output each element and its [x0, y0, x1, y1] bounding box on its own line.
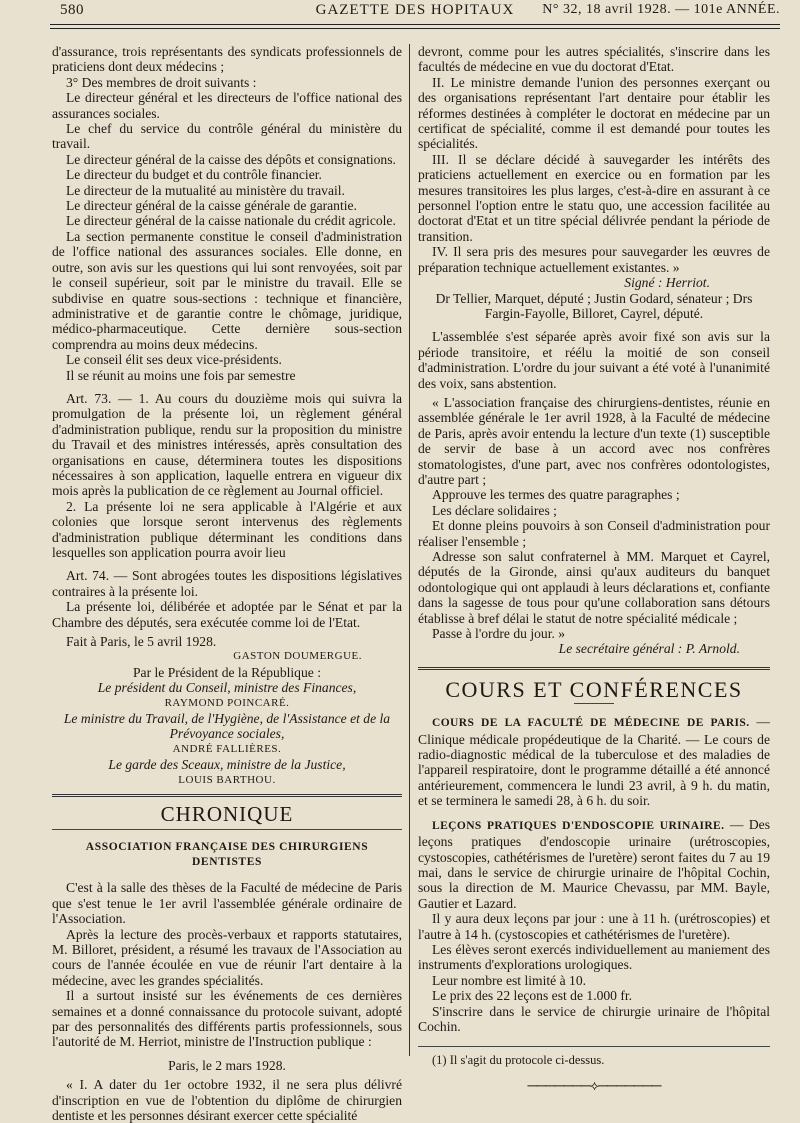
paragraph: Le directeur général et les directeurs de l'office national des assurances sociales. — [52, 90, 402, 121]
paragraph: III. Il se déclare décidé à sauvegarder les intérêts des praticiens actuellement en exercice ou en formation par les mesures transitoires les plus larges, c'est-à-dire en assurant à ce personnel l'option entre le statu quo, une accession facilitée au doctorat d'Etat et un titre spécial délivrée pendant la période de transition. — [418, 151, 770, 244]
article-73: Art. 73. — 1. Au cours du douzième mois qui suivra la promulgation de la présente loi, un règlement général d'administration publique, rendu sur la proposition du ministre du Travail et des ministres intéressés, après consultation des organisations en cause, déterminera toutes les dispositions nécessaires à son application, laquelle entrera en vigueur dix mois après la publication de ce règlement au Journal officiel. — [52, 390, 402, 499]
paragraph: C'est à la salle des thèses de la Faculté de médecine de Paris que s'est tenue le 1er avril l'assemblée générale ordinaire de l'Association. — [52, 880, 402, 927]
header-rule — [50, 24, 780, 25]
journal-title: GAZETTE DES HOPITAUX — [315, 2, 515, 18]
paragraph: Passe à l'ordre du jour. » — [432, 626, 566, 642]
paragraph: devront, comme pour les autres spécialités, s'inscrire dans les facultés de médecine en vue du doctorat d'Etat. — [418, 44, 770, 75]
signature-title: Le ministre du Travail, de l'Hygiène, de l'Assistance et de la Prévoyance sociales, — [63, 711, 391, 742]
paragraph: Approuve les termes des quatre paragraphes ; — [432, 487, 680, 503]
paragraph: Le directeur général de la caisse générale de garantie. — [66, 198, 357, 214]
paragraph: Le prix des 22 leçons est de 1.000 fr. — [432, 988, 633, 1004]
paragraph: IV. Il sera pris des mesures pour sauvegarder les œuvres de préparation technique actuellement existantes. » — [418, 244, 770, 275]
signature: Le secrétaire général : P. Arnold. — [558, 641, 740, 657]
paragraph: S'inscrire dans le service de chirurgie urinaire de l'hôpital Cochin. — [418, 1003, 770, 1034]
paragraph: « L'association française des chirurgiens-dentistes, réunie en assemblée générale le 1er avril 1928, à la Faculté de médecine de Paris, après avoir entendu la lecture d'un texte (1) susceptible de servir de base à un accord avec nos confrères stomatologistes, d'une part, avec nos confrères odontologistes, d'autre part ; — [418, 394, 770, 487]
paragraph: 3° Des membres de droit suivants : — [66, 74, 257, 90]
signature: RAYMOND POINCARÉ. — [164, 696, 290, 709]
column-divider — [409, 44, 410, 1056]
header-rule-2 — [50, 28, 780, 29]
paragraph — [418, 714, 770, 808]
section-rule — [418, 667, 770, 670]
item-text: — Clinique médicale propédeutique de la Charité. — Le cours de radio-diagnostic médical de la tuberculose et des maladies de l'appareil respiratoire, dont le programme détaillé a été annoncé antérieurement, commencera le lundi 23 avril, à 9 h. du matin, et se terminera le samedi 28, à 6 h. du soir. — [418, 714, 770, 809]
paragraph: « I. A dater du 1er octobre 1932, il ne sera plus délivré d'inscription en vue de l'obtention du diplôme de chirurgien dentiste et les personnes désirant exercer cette spécialité — [52, 1077, 402, 1123]
signature: ANDRÉ FALLIÈRES. — [172, 742, 282, 755]
section-title: CHRONIQUE — [160, 802, 294, 827]
paragraph: Le directeur de la mutualité au ministère du travail. — [66, 182, 345, 198]
signature: Signé : Herriot. — [624, 275, 710, 291]
signature: GASTON DOUMERGUE. — [233, 650, 362, 663]
paragraph: Les déclare solidaires ; — [432, 502, 557, 518]
paragraph: Adresse son salut confraternel à MM. Marquet et Cayrel, députés de la Gironde, ainsi qu'aux auditeurs du banquet odontologique qui ont applaudi à leurs déclarations et, confiante dans la sagesse de tous pour qu'une collaboration sans détours établisse à bref délai le statut de notre spécialité médicale ; — [418, 549, 770, 626]
paragraph: Le directeur général de la caisse des dépôts et consignations. — [66, 151, 396, 167]
article-74: Art. 74. — Sont abrogées toutes les dispositions législatives contraires à la présente loi. — [52, 568, 402, 599]
signatories: Dr Tellier, Marquet, député ; Justin Godard, sénateur ; Drs Fargin-Fayolle, Billoret, Cayrel, député. — [435, 290, 753, 321]
paragraph: La présente loi, délibérée et adoptée par le Sénat et par la Chambre des députés, sera exécutée comme loi de l'Etat. — [52, 599, 402, 630]
section-title: COURS ET CONFÉRENCES — [445, 676, 743, 702]
paragraph: Il a surtout insisté sur les événements de ces dernières semaines et a donné connaissance du protocole suivant, adopté par des personnalités des différents partis professionnels, sous l'autorité de M. Herriot, ministre de l'Instruction publique : — [52, 988, 402, 1050]
paragraph: Et donne pleins pouvoirs à son Conseil d'administration pour réaliser l'ensemble ; — [418, 518, 770, 549]
signature: LOUIS BARTHOU. — [178, 773, 276, 786]
page-number: 580 — [60, 2, 84, 18]
paragraph — [418, 817, 770, 911]
paragraph: 2. La présente loi ne sera applicable à l'Algérie et aux colonies que lorsque seront intervenus des règlements d'administration publique déterminant les conditions dans lesquelles son application pourra avoir lieu — [52, 498, 402, 560]
signature-title: Le garde des Sceaux, ministre de la Justice, — [108, 757, 346, 773]
paragraph: La section permanente constitue le conseil d'administration de l'office national des assurances sociales. Elle donne, en outre, son avis sur les questions qui lui sont renvoyées, soit par le conseil supérieur, soit par le ministre du travail. Elle se subdivise en quatre sous-sections : technique et financière, administrative et de garantie contre le chômage, juridique, médico-pharmaceutique. Cette dernière sous-section comprendra au moins deux médecins. — [52, 228, 402, 352]
ornament-divider: ───────⟡─────── — [527, 1078, 661, 1094]
section-rule — [52, 829, 402, 830]
item-heading: LEÇONS PRATIQUES D'ENDOSCOPIE URINAIRE. — [432, 819, 725, 832]
page-header — [50, 2, 780, 24]
signature-title: Le président du Conseil, ministre des Finances, — [97, 680, 357, 696]
date-line: Fait à Paris, le 5 avril 1928. — [66, 634, 217, 650]
item-text: — Des leçons pratiques d'endoscopie urinaire (urétroscopies, cystoscopies, cathétérismes de l'uretère) seront faites du 7 au 19 mai, dans le service de chirurgie urinaire de l'hôpital Cochin, sous la direction de M. Maurice Chevassu, par MM. Bayle, Gautier et Lazard. — [418, 816, 770, 911]
paragraph: L'assemblée s'est séparée après avoir fixé son avis sur la période transitoire, et réélu la moitié de son conseil d'administration. L'ordre du jour suivant a été voté à l'unanimité des voix, sans abstention. — [418, 329, 770, 391]
signature-line: Par le Président de la République : — [132, 664, 321, 680]
item-heading: COURS DE LA FACULTÉ DE MÉDECINE DE PARIS. — [432, 717, 750, 730]
paragraph: Il se réunit au moins une fois par semestre — [66, 367, 296, 383]
paragraph: Les élèves seront exercés individuellement au maniement des instruments d'explorations urologiques. — [418, 941, 770, 973]
paragraph: Le conseil élit ses deux vice-présidents. — [66, 352, 282, 368]
article-heading: ASSOCIATION FRANÇAISE DES CHIRURGIENS DENTISTES — [85, 840, 369, 868]
issue-info: N° 32, 18 avril 1928. — 101e ANNÉE. — [542, 2, 780, 17]
paragraph: d'assurance, trois représentants des syndicats professionnels de praticiens dont deux médecins ; — [52, 44, 402, 75]
paragraph: Le chef du service du contrôle général du ministère du travail. — [52, 121, 402, 152]
paragraph: Le directeur général de la caisse nationale du crédit agricole. — [66, 213, 396, 229]
left-column — [52, 44, 402, 1123]
section-rule — [52, 794, 402, 797]
date-line: Paris, le 2 mars 1928. — [168, 1057, 286, 1073]
paragraph: Le directeur du budget et du contrôle financier. — [66, 167, 322, 183]
short-rule — [574, 703, 614, 704]
footnote: (1) Il s'agit du protocole ci-dessus. — [432, 1053, 605, 1068]
paragraph: Leur nombre est limité à 10. — [432, 972, 587, 988]
paragraph: Après la lecture des procès-verbaux et rapports statutaires, M. Billoret, président, a résumé les travaux de l'Association au cours de l'année écoulée en vue de réunir l'art dentaire à la médecine, avec les grandes spécialités. — [52, 926, 402, 988]
right-column — [418, 44, 770, 1094]
paragraph: II. Le ministre demande l'union des personnes exerçant ou des organisations représentant l'art dentaire pour établir les réformes destinées à compléter le doctorat en médecine par un certificat de spécialité, comme il est demandé pour toutes les spécialités. — [418, 74, 770, 152]
paragraph: Il y aura deux leçons par jour : une à 11 h. (urétroscopies) et l'autre à 14 h. (cystoscopies et cathétérismes de l'uretère). — [418, 911, 770, 942]
footnote-rule — [418, 1046, 770, 1047]
